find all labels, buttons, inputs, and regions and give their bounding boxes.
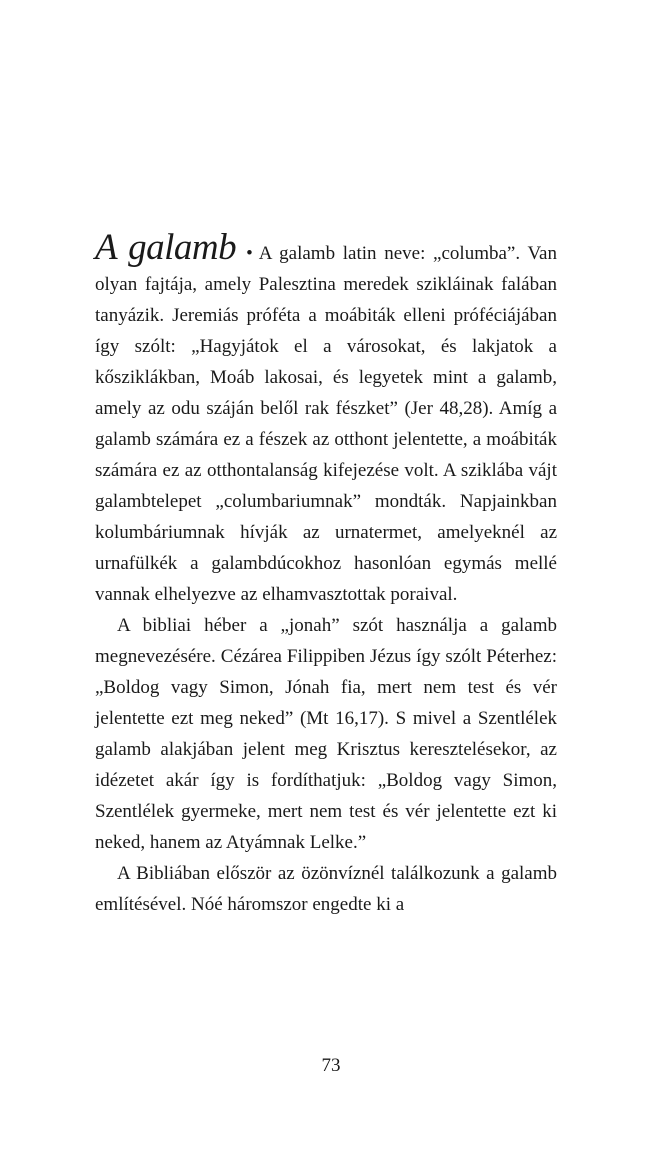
paragraph-2: A bibliai héber a „jonah” szót használja a galamb megnevezésére. Cézárea Filippiben Jézus így szólt Péterhez: „Boldog vagy Simon, Jónah fia, mert nem test és vér jelentette ezt meg neked” (Mt 16,17). S mivel a Szentlélek galamb alakjában jelent meg Krisztus keresztelésekor, az idézetet akár így is fordíthatjuk: „Boldog vagy Simon, Szentlélek gyermeke, mert nem test és vér jelentette ezt ki neked, hanem az Atyámnak Lelke.” (95, 615, 557, 853)
paragraph-3: A Bibliában először az özönvíznél találkozunk a galamb említésével. Nóé háromszor engedte ki a (95, 863, 557, 915)
paragraph-1-text: A galamb latin neve: „columba”. Van olyan fajtája, amely Palesztina meredek szikláinak falában tanyázik. Jeremiás próféta a moábiták elleni próféciájában így szólt: „Hagyjátok el a városokat, és lakjatok a kősziklákban, Moáb lakosai, és legyetek mint a galamb, amely az odu száján belől rak fészket” (Jer 48,28). Amíg a galamb számára ez a fészek az otthont jelentette, a moábiták számára ez az otthontalanság kifejezése volt. A sziklába vájt galambtelepet „columbariumnak” mondták. Napjainkban kolumbáriumnak hívják az urnatermet, amelyeknél az urnafülkék a galambdúcokhoz hasonlóan egymás mellé vannak elhelyezve az elhamvasztottak poraival. (95, 243, 557, 605)
separator-bullet: • (246, 243, 253, 264)
entry-heading: A galamb (95, 227, 237, 268)
page-number: 73 (321, 1055, 341, 1076)
article-body (95, 227, 557, 920)
paragraph-1 (95, 227, 557, 610)
